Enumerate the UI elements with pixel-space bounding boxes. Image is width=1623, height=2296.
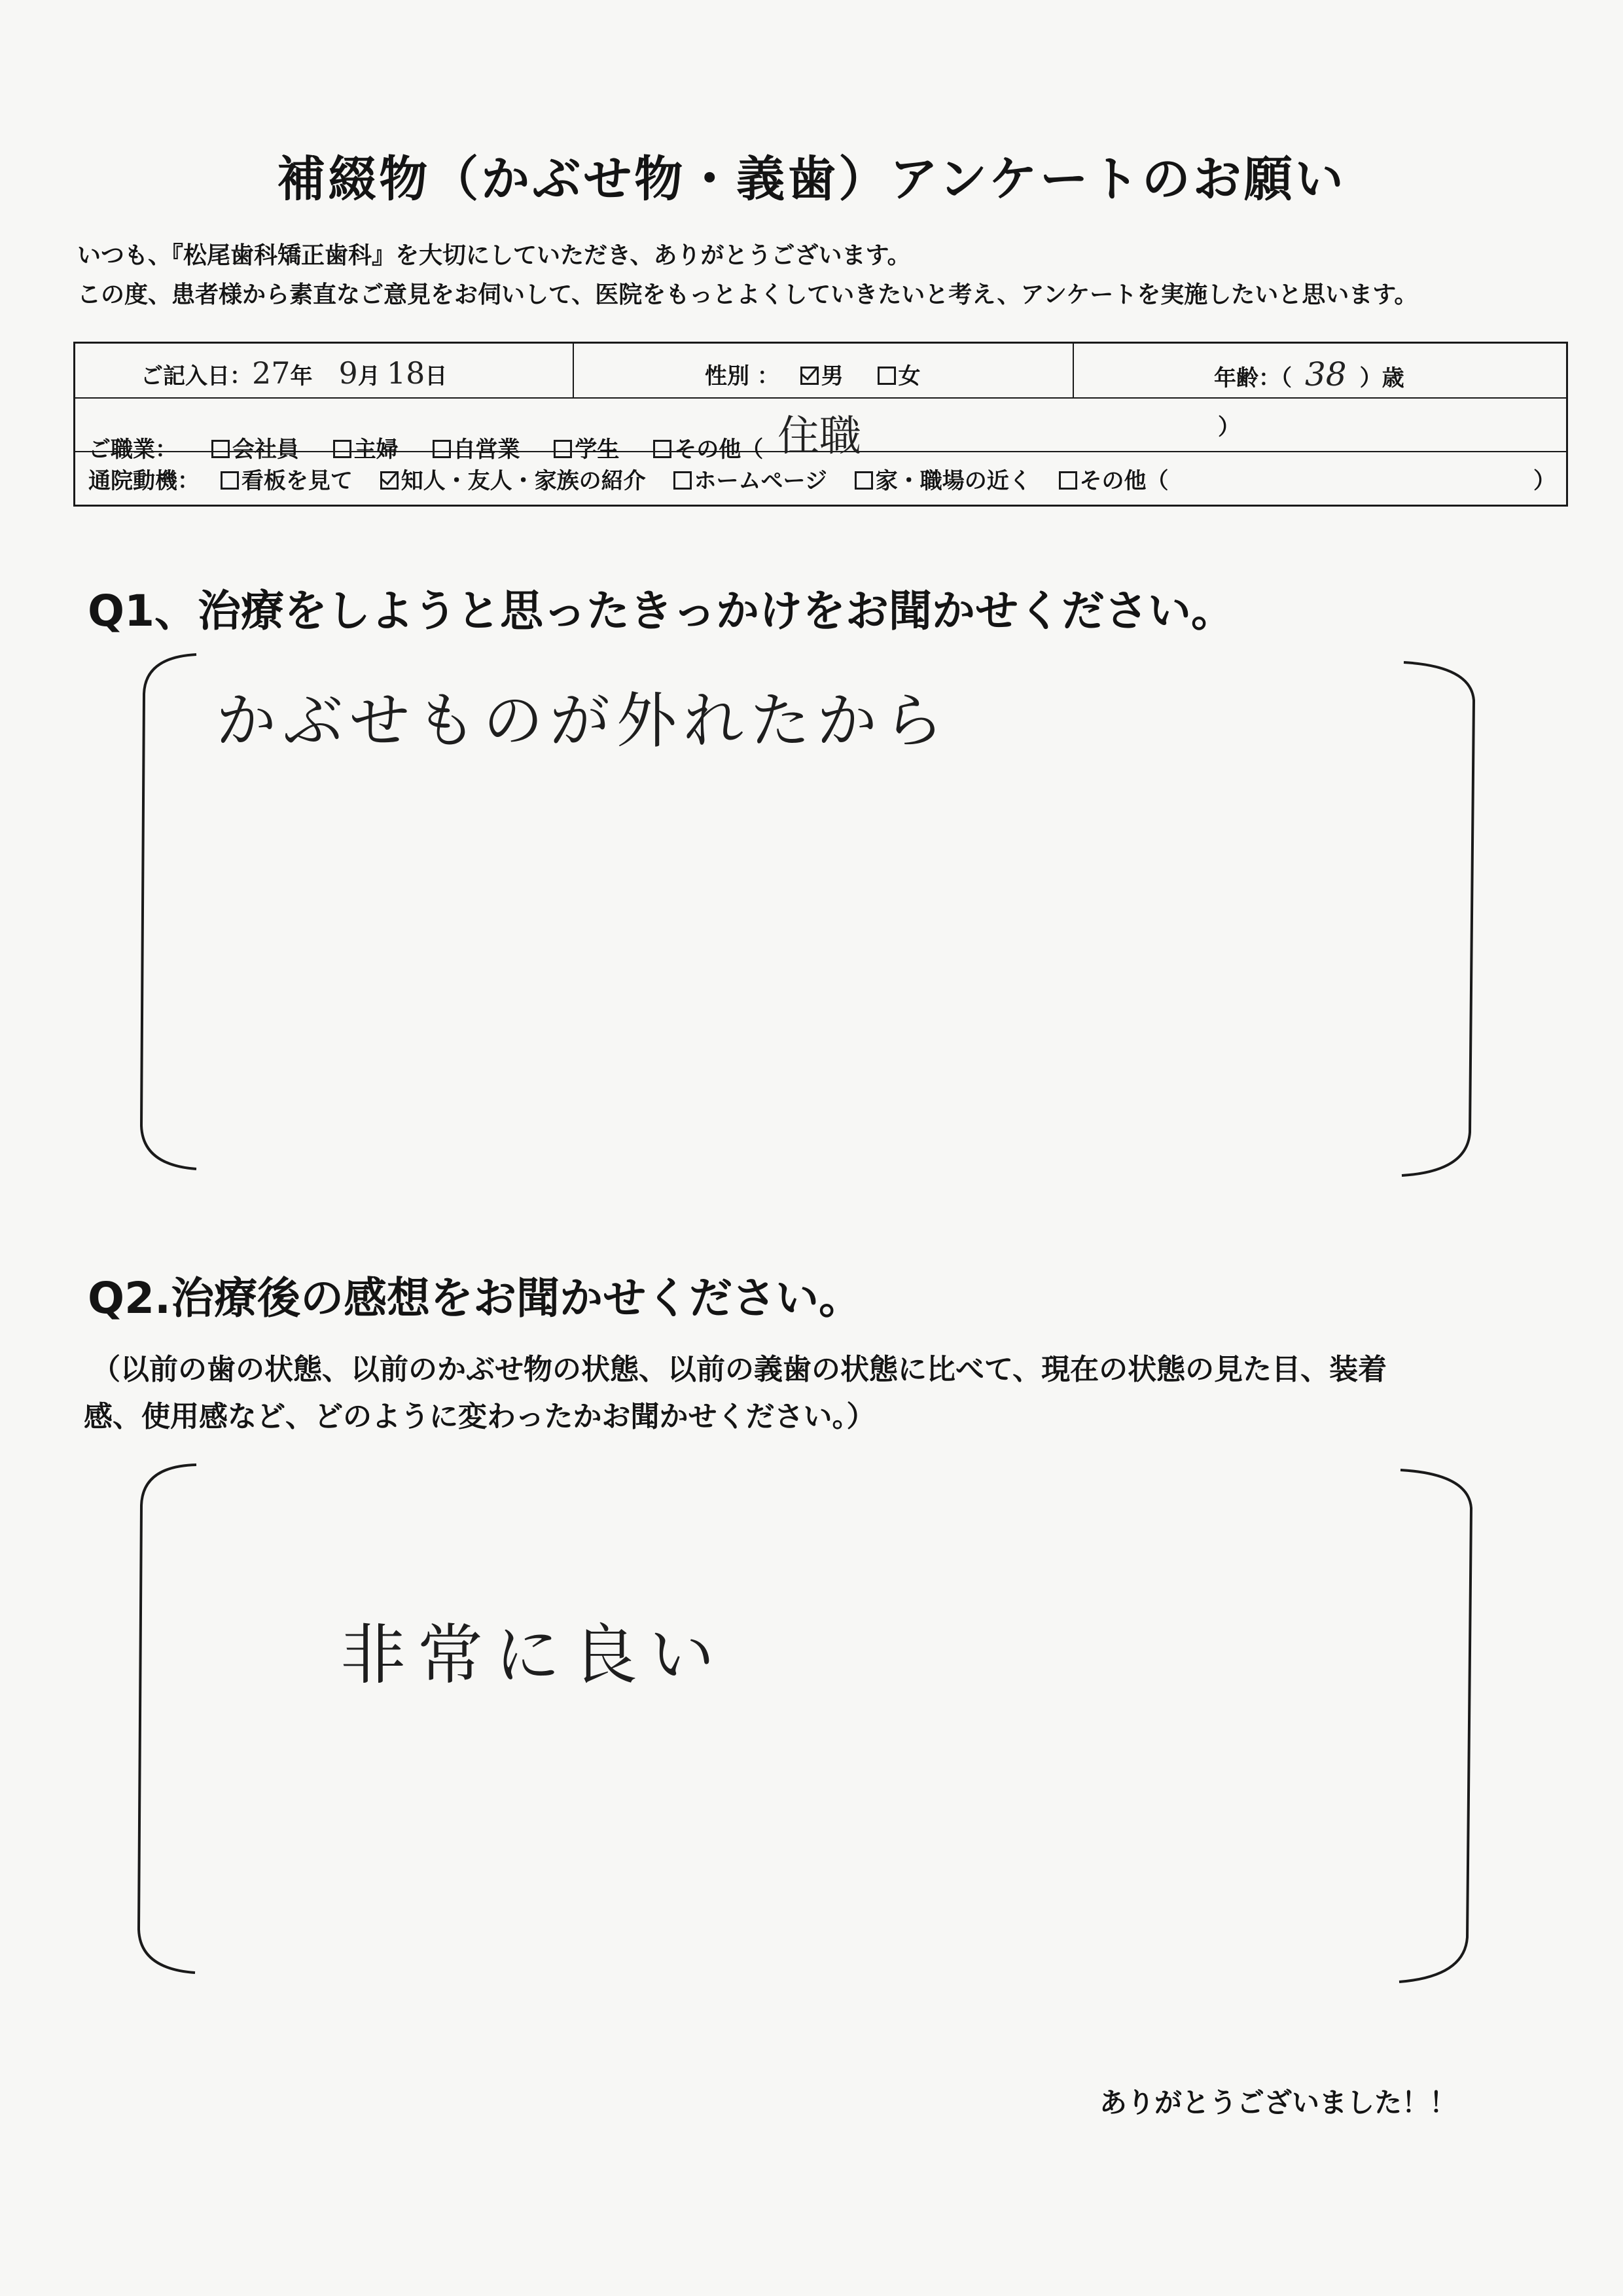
date-year-value: 27: [252, 355, 291, 391]
option-label: 自営業: [453, 437, 520, 463]
q2-right-bracket: [1399, 1470, 1471, 1982]
age-value: 38: [1305, 355, 1347, 393]
option-label: 学生: [575, 437, 620, 463]
date-month-value: 9: [338, 355, 358, 391]
age-label: 年齢：（: [1214, 365, 1292, 391]
option-label: 知人・友人・家族の紹介: [401, 468, 646, 494]
q2-question: Q2.治療後の感想をお聞かせください。: [88, 1273, 863, 1323]
male-label: 男: [821, 363, 844, 389]
q1-left-bracket: [141, 655, 196, 1169]
q1-answer[interactable]: かぶせものが外れたから: [216, 686, 951, 756]
occupation-close-paren: ）: [1218, 414, 1240, 440]
q2-note-line-1: （以前の歯の状態、以前のかぶせ物の状態、以前の義歯の状態に比べて、現在の状態の見た目、装着: [92, 1353, 1387, 1386]
motive-label: 通院動機：: [88, 468, 200, 494]
q1-question: Q1、治療をしようと思ったきっかけをお聞かせください。: [88, 586, 1235, 636]
occupation-label: ご職業：: [88, 437, 177, 463]
date-day-value: 18: [386, 355, 425, 391]
option-label: 家・職場の近く: [875, 468, 1031, 494]
q2-answer[interactable]: 非常に良い: [340, 1617, 726, 1693]
thanks-message: ありがとうございました！！: [1099, 2087, 1457, 2119]
date-label: ご記入日：: [141, 363, 252, 389]
option-label: その他（: [674, 437, 764, 463]
female-label: 女: [898, 363, 921, 389]
occupation-other-value: 住職: [777, 412, 862, 461]
option-label: その他（: [1079, 468, 1169, 494]
option-label: 主婦: [353, 437, 399, 463]
date-month-unit: 月: [357, 363, 380, 389]
date-year-unit: 年: [290, 363, 313, 389]
document-title: 補綴物（かぶせ物・義歯）アンケートのお願い: [277, 151, 1346, 207]
intro-line-1: いつも、『松尾歯科矯正歯科』を大切にしていただき、ありがとうございます。: [77, 242, 911, 269]
option-label: 看板を見て: [241, 468, 353, 494]
date-day-unit: 日: [425, 363, 448, 389]
age-suffix: ）歳: [1359, 365, 1404, 391]
option-label: 会社員: [232, 437, 299, 463]
q1-right-bracket: [1402, 662, 1474, 1175]
q2-left-bracket: [139, 1465, 196, 1973]
intro-line-2: この度、患者様から素直なご意見をお伺いして、医院をもっとよくしていきたいと考え、アンケートを実施したいと思います。: [77, 281, 1418, 308]
motive-close-paren: ）: [1533, 468, 1556, 494]
q2-note-line-2: 感、使用感など、どのように変わったかお聞かせください。）: [84, 1400, 876, 1433]
gender-label: 性別 ：: [705, 363, 779, 389]
option-label: ホームページ: [694, 468, 827, 494]
